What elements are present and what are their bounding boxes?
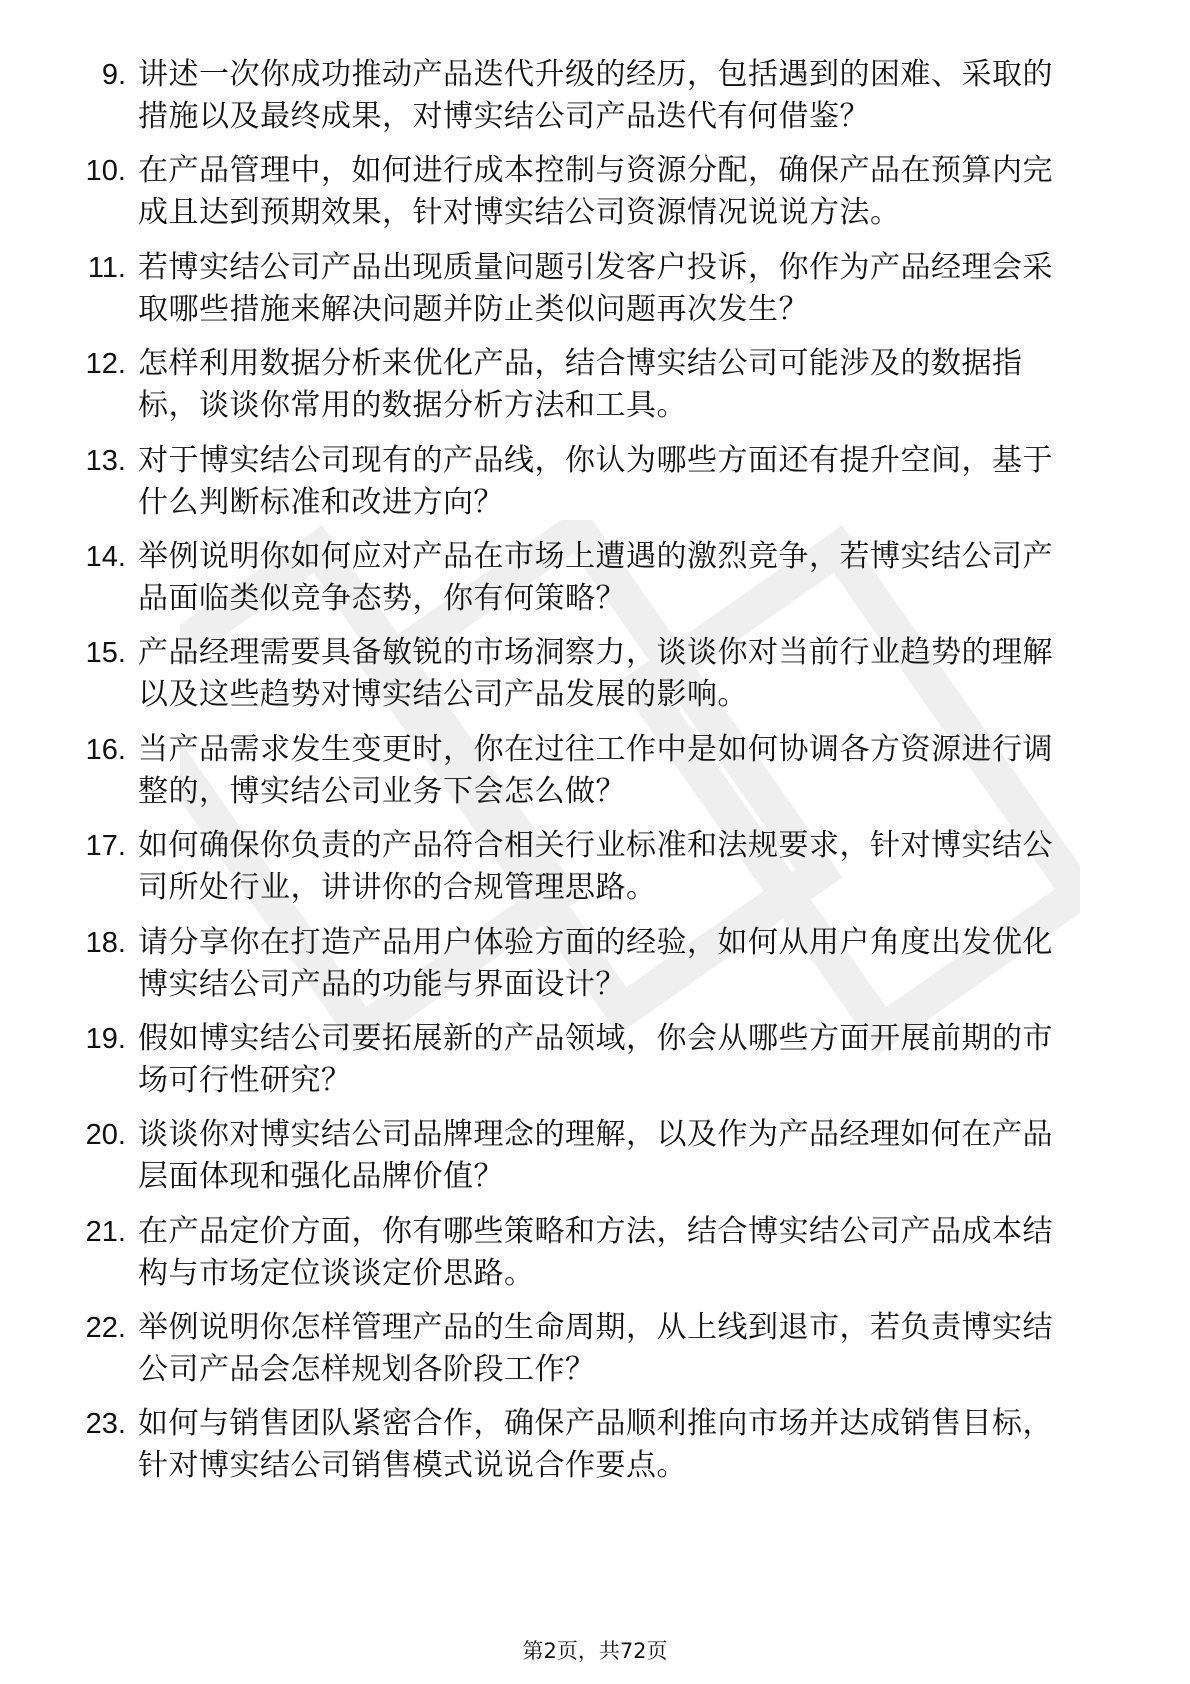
question-text: 讲述一次你成功推动产品迭代升级的经历，包括遇到的困难、采取的措施以及最终成果，对博实结公司产品迭代有何借鉴？ (138, 57, 1053, 134)
question-item (52, 1211, 1112, 1307)
question-text: 举例说明你如何应对产品在市场上遭遇的激烈竞争，若博实结公司产品面临类似竞争态势，你有何策略？ (138, 538, 1053, 616)
question-text: 当产品需求发生变更时，你在过往工作中是如何协调各方资源进行调整的，博实结公司业务下会怎么做？ (138, 731, 1053, 809)
question-text: 假如博实结公司要拓展新的产品领域，你会从哪些方面开展前期的市场可行性研究？ (138, 1020, 1053, 1098)
question-text: 如何与销售团队紧密合作，确保产品顺利推向市场并达成销售目标，针对博实结公司销售模式说说合作要点。 (138, 1406, 1053, 1484)
question-number: 12. (85, 348, 126, 381)
question-item (52, 343, 1112, 439)
question-list (52, 54, 1112, 1500)
question-number: 17. (85, 830, 126, 863)
question-text: 在产品定价方面，你有哪些策略和方法，结合博实结公司产品成本结构与市场定位谈谈定价思路。 (138, 1213, 1053, 1291)
question-text: 如何确保你负责的产品符合相关行业标准和法规要求，针对博实结公司所处行业，讲讲你的合规管理思路。 (138, 828, 1053, 906)
question-number: 18. (85, 926, 126, 959)
question-item (52, 247, 1112, 343)
question-number: 11. (87, 251, 126, 284)
page-footer: 第2页，共72页 (522, 1639, 668, 1663)
question-text: 在产品管理中，如何进行成本控制与资源分配，确保产品在预算内完成且达到预期效果，针对博实结公司资源情况说说方法。 (138, 153, 1053, 231)
question-number: 14. (85, 540, 126, 573)
question-number: 20. (85, 1119, 126, 1152)
question-item (52, 1307, 1112, 1403)
question-text: 对于博实结公司现有的产品线，你认为哪些方面还有提升空间，基于什么判断标准和改进方向？ (138, 442, 1053, 520)
question-item (52, 1403, 1112, 1499)
question-number: 23. (85, 1408, 126, 1441)
question-number: 10. (85, 155, 126, 188)
question-item (52, 440, 1112, 536)
question-item (52, 1018, 1112, 1114)
question-number: 13. (85, 444, 126, 477)
question-item (52, 825, 1112, 921)
question-text: 举例说明你怎样管理产品的生命周期，从上线到退市，若负责博实结公司产品会怎样规划各阶段工作？ (138, 1310, 1053, 1388)
question-number: 16. (85, 733, 126, 766)
question-number: 22. (85, 1312, 126, 1345)
question-item (52, 729, 1112, 825)
question-text: 怎样利用数据分析来优化产品，结合博实结公司可能涉及的数据指标，谈谈你常用的数据分析方法和工具。 (138, 346, 1023, 424)
question-text: 产品经理需要具备敏锐的市场洞察力，谈谈你对当前行业趋势的理解以及这些趋势对博实结公司产品发展的影响。 (138, 635, 1053, 713)
question-item (52, 150, 1112, 246)
question-number: 21. (85, 1215, 126, 1248)
question-item (52, 1114, 1112, 1210)
question-text: 请分享你在打造产品用户体验方面的经验，如何从用户角度出发优化博实结公司产品的功能与界面设计？ (138, 924, 1053, 1002)
question-text: 若博实结公司产品出现质量问题引发客户投诉，你作为产品经理会采取哪些措施来解决问题并防止类似问题再次发生？ (138, 249, 1053, 327)
question-text: 谈谈你对博实结公司品牌理念的理解，以及作为产品经理如何在产品层面体现和强化品牌价值？ (138, 1117, 1053, 1195)
question-item (52, 536, 1112, 632)
question-number: 19. (85, 1022, 126, 1055)
question-number: 9. (101, 59, 126, 91)
question-item (52, 54, 1112, 150)
question-item (52, 922, 1112, 1018)
question-number: 15. (85, 637, 126, 670)
question-item (52, 632, 1112, 728)
